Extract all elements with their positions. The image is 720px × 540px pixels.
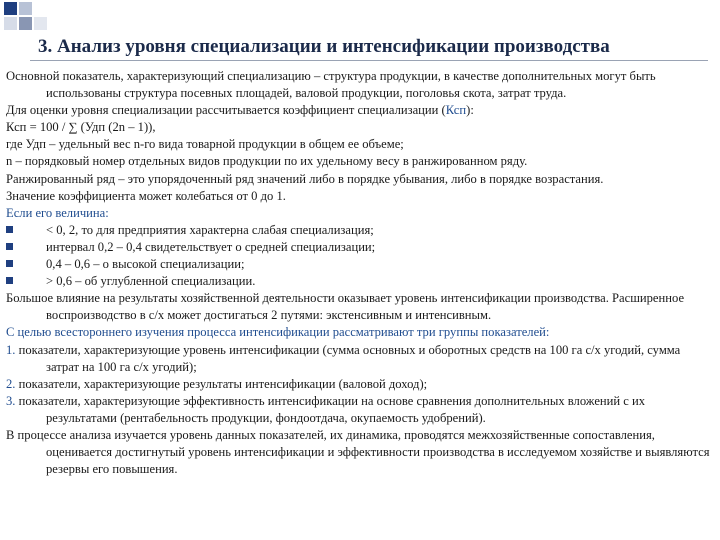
paragraph: Ранжированный ряд – это упорядоченный ряд значений либо в порядке убывания, либо в порядке возрастания. bbox=[6, 171, 604, 186]
paragraph: Значение коэффициента может колебаться от 0 до 1. bbox=[6, 188, 286, 203]
formula: Ксп = 100 / ∑ (Удп (2n – 1)), bbox=[6, 120, 156, 135]
square-bullet-icon bbox=[6, 226, 13, 233]
decor-square bbox=[34, 17, 47, 30]
paragraph: где Удп – удельный вес n-го вида товарной продукции в общем ее объеме; bbox=[6, 137, 404, 152]
paragraph-text: ): bbox=[466, 103, 474, 118]
decor-square bbox=[19, 17, 32, 30]
page-title: 3. Анализ уровня специализации и интенсификации производства bbox=[38, 36, 610, 57]
paragraph: В процессе анализа изучается уровень данных показателей, их динамика, проводятся межхозяйственные сопоставления, оценивается достигнутый уровень интенсификации и эффективности производства в исследуемом хозяйстве и выявляются резервы его повышения. bbox=[6, 427, 710, 477]
decor-square bbox=[19, 2, 32, 15]
item-number: 2. bbox=[6, 376, 16, 391]
paragraph-highlight: С целью всестороннего изучения процесса интенсификации рассматривают три группы показателей: bbox=[6, 325, 550, 340]
numbered-item bbox=[6, 342, 714, 376]
document-body bbox=[6, 68, 714, 478]
list-item bbox=[6, 222, 714, 239]
numbered-item bbox=[6, 393, 714, 427]
list-item-text: < 0, 2, то для предприятия характерна слабая специализация; bbox=[46, 222, 374, 237]
paragraph bbox=[6, 102, 714, 119]
numbered-item bbox=[6, 376, 714, 393]
corner-decoration bbox=[0, 0, 60, 40]
item-number: 1. bbox=[6, 342, 16, 357]
paragraph: Большое влияние на результаты хозяйственной деятельности оказывает уровень интенсификации производства. Расширенное воспроизводство в с/х может достигаться 2 путями: экстенсивным и интенсивным. bbox=[6, 291, 685, 323]
item-text: показатели, характеризующие эффективность интенсификации на основе сравнения дополнительных вложений с их результатами (рентабельность продукции, фондоотдача, окупаемость удобрений). bbox=[15, 393, 646, 425]
item-number: 3. bbox=[6, 393, 16, 408]
decor-square bbox=[4, 17, 17, 30]
title-divider bbox=[30, 60, 708, 61]
item-text: показатели, характеризующие уровень интенсификации (сумма основных и оборотных средств на 100 га с/х угодий, сумма затрат на 100 га с/х угодий); bbox=[15, 342, 681, 374]
paragraph: Основной показатель, характеризующий специализацию – структура продукции, в качестве дополнительных могут быть использованы структура посевных площадей, валовой продукции, поголовья скота, затрат труда. bbox=[6, 69, 656, 101]
paragraph-text: Для оценки уровня специализации рассчитывается коэффициент специализации ( bbox=[6, 103, 446, 118]
paragraph: n – порядковый номер отдельных видов продукции по их удельному весу в ранжированном ряду. bbox=[6, 154, 528, 169]
list-item bbox=[6, 273, 714, 290]
list-item-text: 0,4 – 0,6 – о высокой специализации; bbox=[46, 257, 245, 272]
decor-square bbox=[4, 2, 17, 15]
list-item-text: интервал 0,2 – 0,4 свидетельствует о средней специализации; bbox=[46, 239, 376, 254]
item-text: показатели, характеризующие результаты интенсификации (валовой доход); bbox=[15, 376, 428, 391]
list-item-text: > 0,6 – об углубленной специализации. bbox=[46, 274, 256, 289]
list-item bbox=[6, 239, 714, 256]
square-bullet-icon bbox=[6, 277, 13, 284]
paragraph-highlight: Если его величина: bbox=[6, 205, 109, 220]
term-highlight: Ксп bbox=[445, 103, 467, 118]
square-bullet-icon bbox=[6, 260, 13, 267]
list-item bbox=[6, 256, 714, 273]
square-bullet-icon bbox=[6, 243, 13, 250]
